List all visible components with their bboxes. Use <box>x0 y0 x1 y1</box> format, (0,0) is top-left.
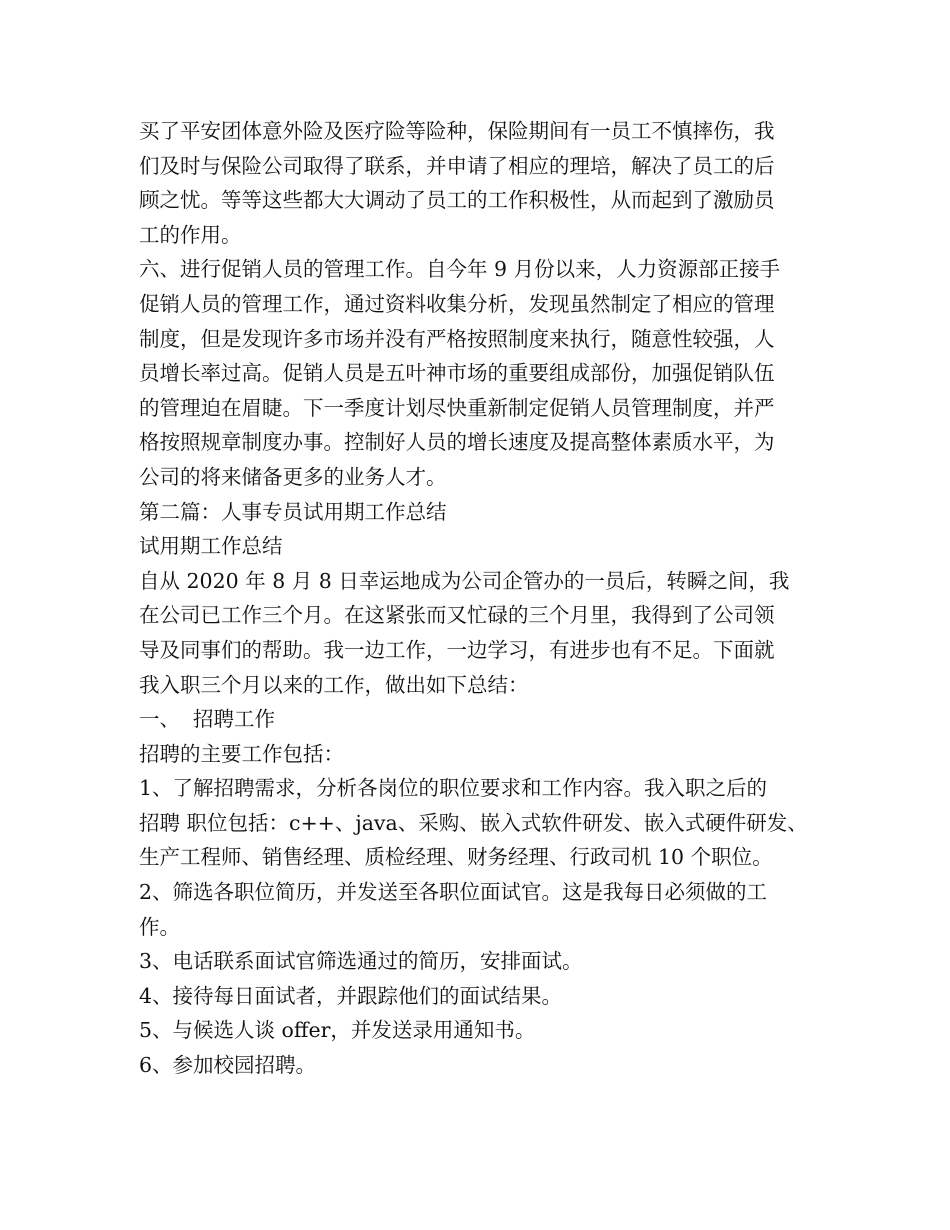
text-line: 招聘的主要工作包括： <box>139 741 344 766</box>
text-line: 制度，但是发现许多市场并没有严格按照制度来执行，随意性较强，人 <box>139 326 775 351</box>
body-text <box>139 114 839 1083</box>
list-item: 5、与候选人谈 offer，并发送录用通知书。 <box>139 1018 536 1043</box>
text-line: 工的作用。 <box>139 222 242 247</box>
text-line: 格按照规章制度办事。控制好人员的增长速度及提高整体素质水平，为 <box>139 430 775 455</box>
text-line: 公司的将来储备更多的业务人才。 <box>139 464 447 489</box>
text-line: 顾之忧。等等这些都大大调动了员工的工作积极性，从而起到了激励员 <box>139 188 775 213</box>
text-line: 买了平安团体意外险及医疗险等险种，保险期间有一员工不慎摔伤，我 <box>139 119 775 143</box>
list-item: 4、接待每日面试者，并跟踪他们的面试结果。 <box>139 983 563 1008</box>
text-line: 在公司已工作三个月。在这紧张而又忙碌的三个月里，我得到了公司领 <box>139 603 775 628</box>
list-item: 6、参加校园招聘。 <box>139 1053 317 1078</box>
text-line: 招聘 职位包括：c++、java、采购、嵌入式软件研发、嵌入式硬件研发、 <box>139 810 808 835</box>
text-line: 的管理迫在眉睫。下一季度计划尽快重新制定促销人员管理制度，并严 <box>139 395 775 420</box>
text-line: 生产工程师、销售经理、质检经理、财务经理、行政司机 10 个职位。 <box>139 845 773 870</box>
section-heading-six: 六、进行促销人员的管理工作。自今年 9 月份以来，人力资源部正接手 <box>139 257 781 282</box>
text-line: 员增长率过高。促销人员是五叶神市场的重要组成部份，加强促销队伍 <box>139 361 775 386</box>
document-subtitle: 试用期工作总结 <box>139 534 283 559</box>
text-line: 自从 2020 年 8 月 8 日幸运地成为公司企管办的一员后，转瞬之间，我 <box>139 568 790 593</box>
section-heading-recruitment: 一、 招聘工作 <box>139 707 276 732</box>
chapter-title: 第二篇：人事专员试用期工作总结 <box>139 499 447 524</box>
text-line: 作。 <box>139 914 180 939</box>
list-item: 2、筛选各职位简历，并发送至各职位面试官。这是我每日必须做的工 <box>139 880 768 905</box>
text-line: 们及时与保险公司取得了联系，并申请了相应的理培，解决了员工的后 <box>139 153 775 178</box>
list-item: 3、电话联系面试官筛选通过的简历，安排面试。 <box>139 949 583 974</box>
list-item: 1、了解招聘需求，分析各岗位的职位要求和工作内容。我入职之后的 <box>139 776 768 801</box>
text-line: 促销人员的管理工作，通过资料收集分析，发现虽然制定了相应的管理 <box>139 291 775 316</box>
text-line: 我入职三个月以来的工作，做出如下总结： <box>139 672 529 697</box>
text-line: 导及同事们的帮助。我一边工作，一边学习，有进步也有不足。下面就 <box>139 637 775 662</box>
